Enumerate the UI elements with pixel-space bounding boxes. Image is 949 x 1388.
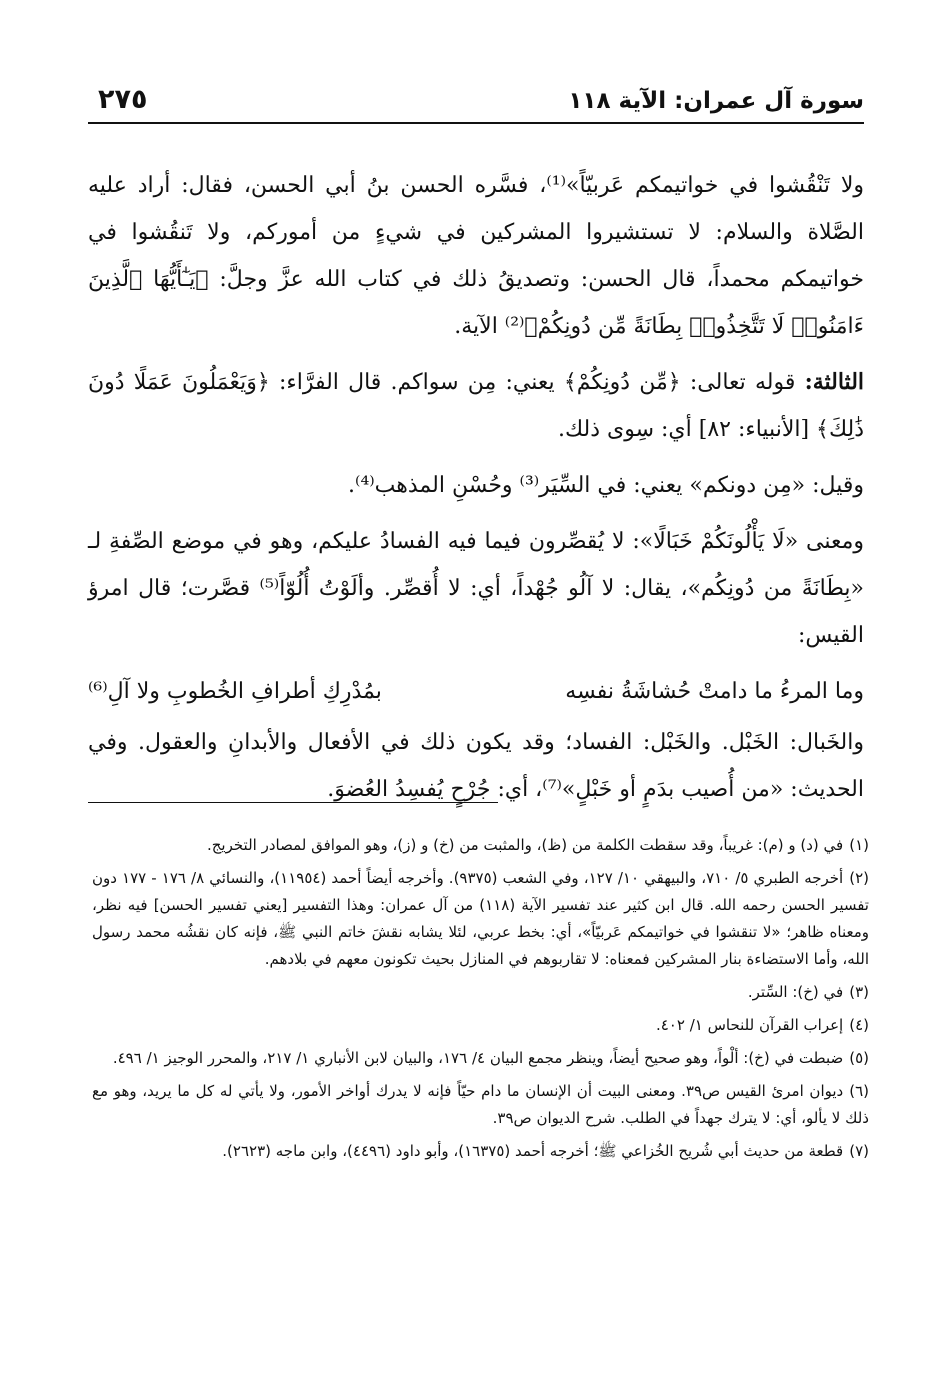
poem-verse xyxy=(88,668,864,715)
paragraph-4: ومعنى «لَا يَأْلُونَكُمْ خَبَالًا»: لا يُقصِّرون فيما فيه الفسادُ عليكم، وهو في موضع الصِّفةِ لـ «بِطَانَةً من دُونِكُم»، يقال: لا آلُو جُهْداً، أي: لا أُقصِّر. وألَوْتُ أُلُوّاً⁽⁵⁾ قصَّرت؛ قال امرؤ القيس: xyxy=(88,529,864,648)
footnote-number: (٤) xyxy=(849,1016,869,1034)
footnote-number: (٦) xyxy=(849,1082,870,1100)
footnote-text: ضبطت في (خ): ألْواً، وهو صحيح أيضاً، وينظر مجمع البيان ٤/ ١٧٦، والبيان لابن الأنباري ١/ ٢١٧، والمحرر الوجيز ١/ ٤٩٦. xyxy=(112,1049,844,1067)
footnote-5 xyxy=(92,1045,869,1072)
page-header xyxy=(88,84,864,124)
footnote-6 xyxy=(92,1078,869,1132)
footnote-number: (٣) xyxy=(849,983,869,1001)
footnote-text: أخرجه الطبري ٥/ ٧١٠، والبيهقي ١٠/ ١٢٧، وفي الشعب (٩٣٧٥). وأخرجه أيضاً أحمد (١١٩٥٤)، والنسائي ٨/ ١٧٦ - ١٧٧ دون تفسير الحسن رحمه الله. قال ابن كثير عند تفسير الآية (١١٨) من آل عمران: وهذا التفسير [يعني تفسير الحسن] فيه نظر، ومعناه ظاهر؛ «لا تنقشوا في خواتيمكم عَربيّاً»، أي: بخط عربي، لئلا يشابه نقشَ خاتم النبي ﷺ، فإنه كان نقشُه محمد رسول الله، وأما الاستضاءة بنار المشركين فمعناه: لا تقاربوهم في المنازل بحيث تكونون معهم في بلادهم. xyxy=(92,869,869,968)
footnote-separator xyxy=(88,802,498,803)
page-number: ٢٧٥ xyxy=(98,84,148,115)
footnote-number: (٢) xyxy=(849,869,870,887)
paragraph-2 xyxy=(88,359,864,453)
paragraph-2-lead: الثالثة: xyxy=(804,369,865,395)
footnote-3 xyxy=(92,979,869,1006)
paragraph-5: والخَبال: الخَبْل. والخَبْل: الفساد؛ وقد يكون ذلك في الأفعال والأبدانِ والعقول. وفي الحديث: «من أُصيب بدَمٍ أو خَبْلٍ»⁽⁷⁾، أي: جُرْحٍ يُفسِدُ العُضوَ. xyxy=(88,730,864,802)
running-title: سورة آل عمران: الآية ١١٨ xyxy=(568,88,864,114)
footnote-number: (٧) xyxy=(849,1142,869,1160)
poem-second-hemistich: بمُدْرِكِ أطرافِ الخُطوبِ ولا آلِ⁽⁶⁾ xyxy=(88,679,382,704)
footnote-number: (١) xyxy=(849,836,869,854)
poem-first-hemistich: وما المرءُ ما دامتْ حُشاشَةُ نفسِه xyxy=(565,679,864,704)
footnote-text: قطعة من حديث أبي شُريح الخُزاعي ﷺ؛ أخرجه أحمد (١٦٣٧٥)، وأبو داود (٤٤٩٦)، وابن ماجه (٢٦٢٣). xyxy=(222,1142,844,1160)
footnote-number: (٥) xyxy=(849,1049,869,1067)
footnotes xyxy=(92,832,869,1171)
footnote-text: إعراب القرآن للنحاس ١/ ٤٠٢. xyxy=(655,1016,844,1034)
paragraph-1: ولا تَنْقُشوا في خواتيمكم عَربيّاً»⁽¹⁾، فسَّره الحسن بنُ أبي الحسن، فقال: أراد عليه الصَّلاة والسلام: لا تستشيروا المشركين في شيءٍ من أموركم، ولا تَنقُشوا في خواتيمكم محمداً، قال الحسن: وتصديقُ ذلك في كتاب الله عزَّ وجلَّ: ﴿يَـٰٓأَيُّهَا ٱلَّذِينَ ءَامَنُوا۟ لَا تَتَّخِذُوا۟ بِطَانَةً مِّن دُونِكُمْ﴾⁽²⁾ الآية. xyxy=(88,173,864,339)
footnote-text: في (د) و (م): غريباً، وقد سقطت الكلمة من (ظ)، والمثبت من (خ) و (ز)، وهو الموافق لمصادر التخريج. xyxy=(206,836,844,854)
paragraph-2-text: قوله تعالى: ﴿مِّن دُونِكُمْ﴾ يعني: مِن سواكم. قال الفرَّاء: ﴿وَيَعْمَلُونَ عَمَلًا دُونَ ذَٰلِكَ﴾ [الأنبياء: ٨٢] أي: سِوى ذلك. xyxy=(88,370,864,442)
footnote-text: ديوان امرئ القيس ص٣٩. ومعنى البيت أن الإنسان ما دام حيّاً فإنه لا يدرك أواخر الأمور، ولا يأتي له كل ما يريد، وهو مع ذلك لا يألو، أي: لا يترك جهداً في الطلب. شرح الديوان ص٣٩. xyxy=(92,1082,869,1127)
footnote-1 xyxy=(92,832,869,859)
footnote-7 xyxy=(92,1138,869,1165)
main-text xyxy=(88,162,864,822)
footnote-4 xyxy=(92,1012,869,1039)
footnote-text: في (خ): السِّتر. xyxy=(747,983,844,1001)
paragraph-3: وقيل: «مِن دونكم» يعني: في السِّيَر⁽³⁾ وحُسْنِ المذهب⁽⁴⁾. xyxy=(348,473,864,498)
footnote-2 xyxy=(92,865,869,973)
